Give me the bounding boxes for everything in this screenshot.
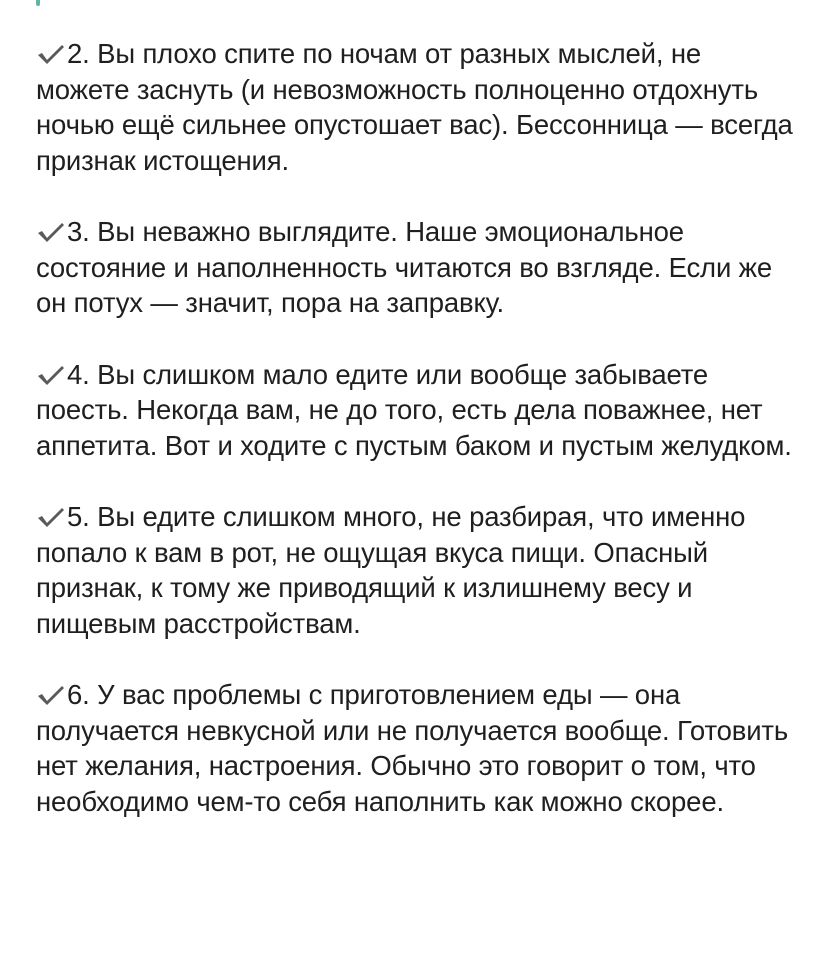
check-mark-icon — [36, 364, 66, 386]
item-number: 6. — [67, 679, 90, 710]
list-item — [36, 36, 796, 178]
item-text: Вы неважно выглядите. Наше эмоциональное состояние и наполненность читаются во взгляде. Если же он потух — значит, пора на заправку. — [36, 216, 773, 318]
item-number: 4. — [67, 358, 90, 390]
list-item — [36, 499, 796, 641]
check-mark-icon — [36, 506, 66, 528]
message-text — [36, 36, 796, 855]
check-mark-icon — [36, 221, 66, 243]
item-number: 3. — [67, 216, 90, 247]
check-mark-icon — [36, 43, 66, 65]
item-text: У вас проблемы с приготовлением еды — она получается невкусной или не получается вообще. Готовить нет желания, настроения. Обычно это говорит о том, что необходимо чем-то себя наполнить как можно скорее. — [36, 679, 789, 817]
item-text: Вы едите слишком много, не разбирая, что именно попало к вам в рот, не ощущая вкуса пищи. Опасный признак, к тому же приводящий к излишнему весу и пищевым расстройствам. — [36, 501, 746, 639]
check-mark-icon — [36, 684, 66, 706]
item-text: Вы слишком мало едите или вообще забываете поесть. Некогда вам, не до того, есть дела поважнее, нет аппетита. Вот и ходите с пустым баком и пустым желудком. — [36, 358, 792, 461]
item-number: 2. — [67, 38, 90, 69]
list-item — [36, 677, 796, 819]
item-number: 5. — [67, 501, 90, 532]
list-item — [36, 214, 796, 321]
item-text: Вы плохо спите по ночам от разных мыслей, не можете заснуть (и невозможность полноценно отдохнуть ночью ещё сильнее опустошает вас). Бессонница — всегда признак истощения. — [36, 38, 793, 176]
list-item — [36, 357, 796, 464]
top-accent-bar — [36, 0, 40, 6]
